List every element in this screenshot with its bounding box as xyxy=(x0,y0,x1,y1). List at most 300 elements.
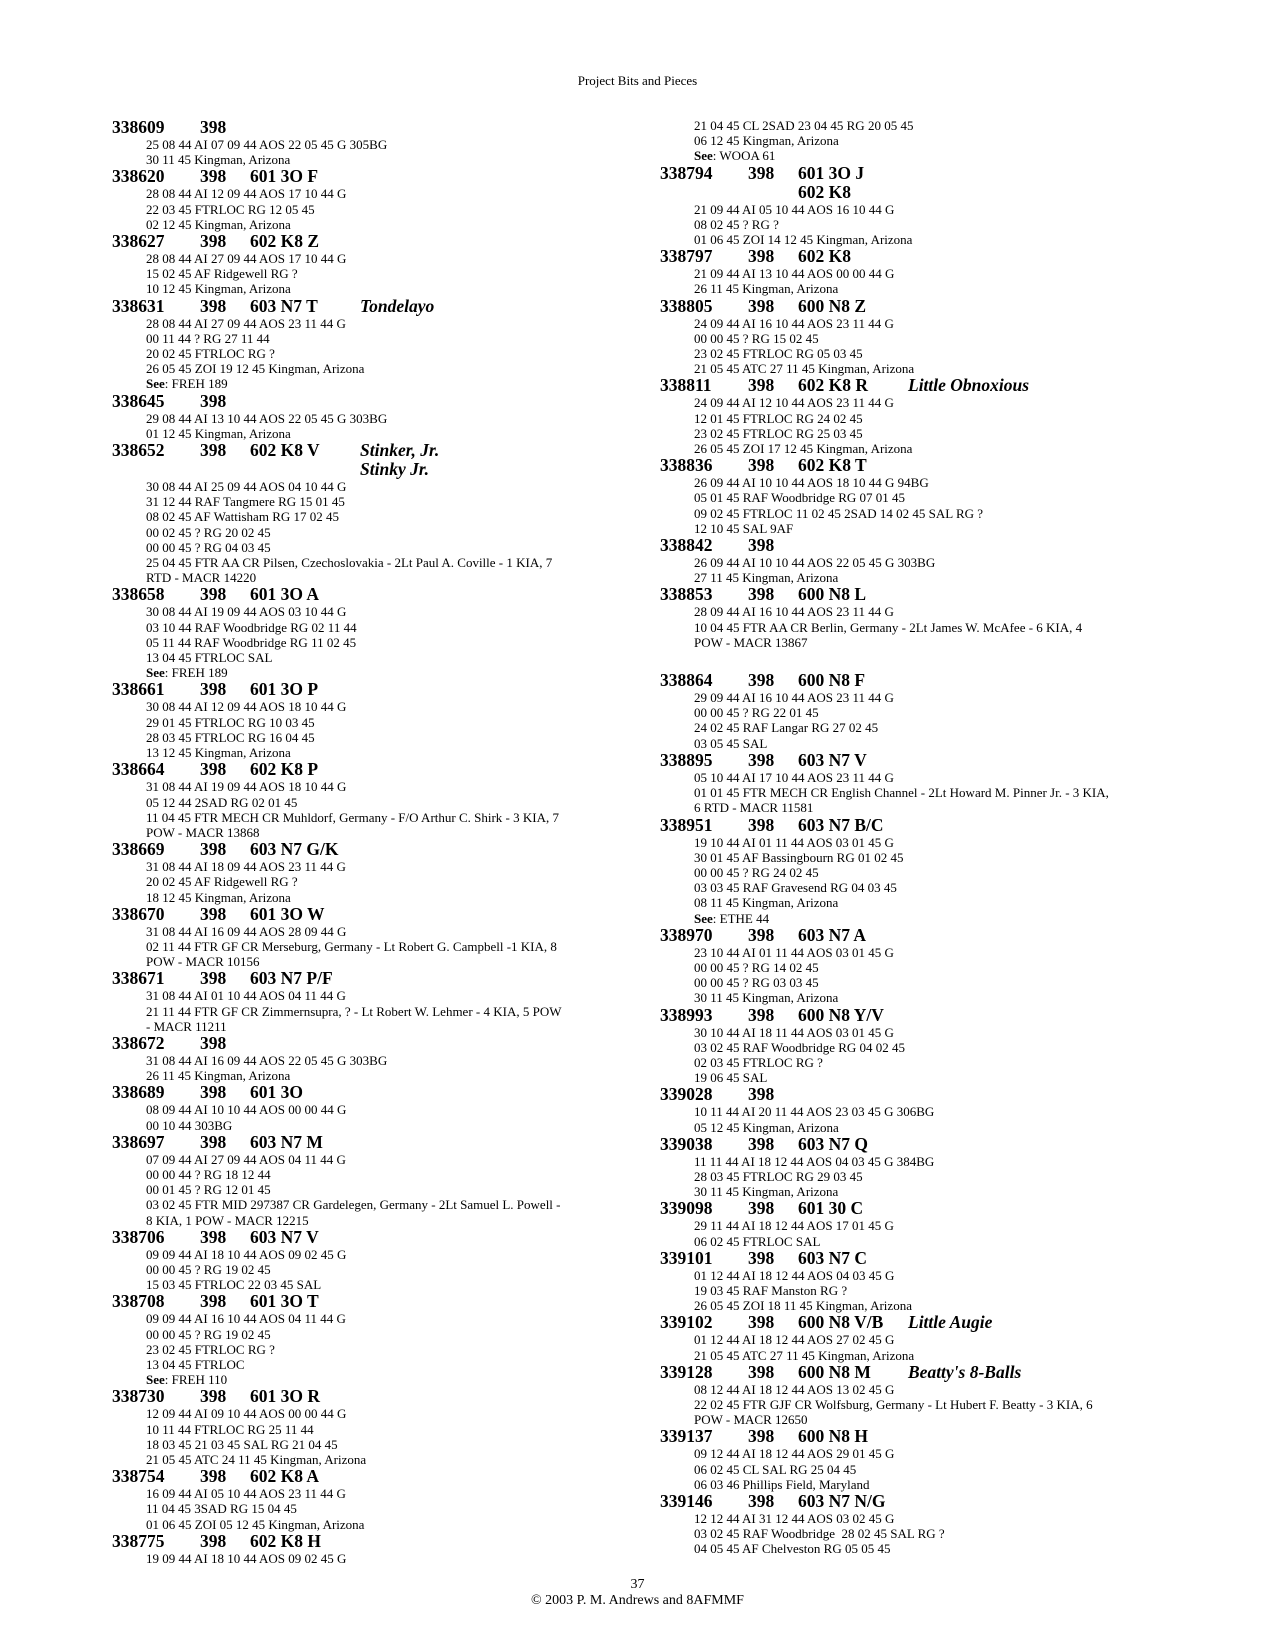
serial-number: 339128 xyxy=(660,1361,713,1382)
squadron-code: 602 K8 Z xyxy=(250,231,320,252)
history-line: 28 03 45 FTRLOC RG 29 03 45 xyxy=(694,1168,863,1184)
squadron-code: 600 N8 V/B xyxy=(798,1312,884,1333)
aircraft-entry xyxy=(660,1363,1180,1428)
squadron-code: 603 N7 C xyxy=(798,1247,868,1268)
history-line: 29 01 45 FTRLOC RG 10 03 45 xyxy=(146,714,315,730)
history-line: 00 02 45 ? RG 20 02 45 xyxy=(146,524,271,540)
serial-number: 339098 xyxy=(660,1198,713,1219)
history-line: 06 02 45 FTRLOC SAL xyxy=(694,1233,821,1249)
see-label: See xyxy=(146,665,165,681)
history-line: 31 08 44 AI 16 09 44 AOS 22 05 45 G 303BG xyxy=(146,1052,388,1068)
history-line: 16 09 44 AI 05 10 44 AOS 23 11 44 G xyxy=(146,1486,346,1502)
history-line: 02 03 45 FTRLOC RG ? xyxy=(694,1054,823,1070)
bomb-group: 398 xyxy=(748,814,775,835)
history-line: 09 02 45 FTRLOC 11 02 45 2SAD 14 02 45 SAL RG ? xyxy=(694,505,984,521)
serial-number: 338671 xyxy=(112,968,165,989)
squadron-code: 602 K8 P xyxy=(250,759,319,780)
entry-header xyxy=(660,297,1180,316)
history-line: 29 08 44 AI 13 10 44 AOS 22 05 45 G 303BG xyxy=(146,410,388,426)
entry-header xyxy=(112,1387,632,1406)
entry-header xyxy=(660,1427,1180,1446)
bomb-group: 398 xyxy=(748,1198,775,1219)
squadron-code: 601 3O R xyxy=(250,1386,320,1407)
entry-header xyxy=(660,164,1180,183)
squadron-code: 601 3O W xyxy=(250,903,325,924)
serial-number: 338805 xyxy=(660,295,713,316)
aircraft-entry xyxy=(660,1249,1180,1314)
squadron-code: 600 N8 H xyxy=(798,1426,868,1447)
history-line: 05 10 44 AI 17 10 44 AOS 23 11 44 G xyxy=(694,769,894,785)
bomb-group: 398 xyxy=(748,1491,775,1511)
history-line: 26 11 45 Kingman, Arizona xyxy=(146,1068,291,1084)
serial-number: 338689 xyxy=(112,1082,165,1103)
squadron-code: 601 3O F xyxy=(250,166,319,187)
history-line: 30 11 45 Kingman, Arizona xyxy=(694,990,839,1006)
history-line: 30 08 44 AI 12 09 44 AOS 18 10 44 G xyxy=(146,699,347,715)
see-value: : WOOA 61 xyxy=(712,148,776,164)
bomb-group: 398 xyxy=(748,670,775,691)
entry-header xyxy=(660,1313,1180,1332)
history-line: 22 02 45 FTR GJF CR Wolfsburg, Germany - Lt Hubert F. Beatty - 3 KIA, 6 xyxy=(694,1396,1093,1412)
history-line: 02 11 44 FTR GF CR Merseburg, Germany - Lt Robert G. Campbell -1 KIA, 8 xyxy=(146,938,557,954)
bomb-group: 398 xyxy=(748,295,775,316)
aircraft-entry xyxy=(112,969,632,1034)
squadron-code: 600 N8 L xyxy=(798,584,867,605)
entry-header xyxy=(660,247,1180,266)
history-line: 13 04 45 FTRLOC xyxy=(146,1356,245,1372)
squadron-code: 603 N7 N/G xyxy=(798,1491,886,1511)
history-line: 03 03 45 RAF Gravesend RG 04 03 45 xyxy=(694,880,897,896)
serial-number: 338797 xyxy=(660,246,713,267)
serial-number: 338664 xyxy=(112,759,165,780)
serial-number: 338754 xyxy=(112,1466,165,1487)
continued-entry xyxy=(660,118,1180,164)
history-line: 19 03 45 RAF Manston RG ? xyxy=(694,1282,848,1298)
history-line: 30 08 44 AI 25 09 44 AOS 04 10 44 G xyxy=(146,479,347,495)
history-line: 00 00 44 ? RG 18 12 44 xyxy=(146,1166,271,1182)
history-line: 08 09 44 AI 10 10 44 AOS 00 00 44 G xyxy=(146,1102,347,1118)
history-line: 08 11 45 Kingman, Arizona xyxy=(694,895,839,911)
see-reference xyxy=(112,665,632,680)
history-line: 19 06 45 SAL xyxy=(694,1070,768,1086)
bomb-group: 398 xyxy=(200,166,227,187)
history-line: 21 05 45 ATC 27 11 45 Kingman, Arizona xyxy=(694,361,915,377)
history-line: 29 09 44 AI 16 10 44 AOS 23 11 44 G xyxy=(694,690,894,706)
entry-header xyxy=(660,1363,1180,1382)
entry-gap xyxy=(660,650,1180,671)
see-reference xyxy=(660,148,1180,163)
bomb-group: 398 xyxy=(748,455,775,476)
serial-number: 338794 xyxy=(660,162,713,183)
squadron-code: 603 N7 A xyxy=(798,924,867,945)
entry-header xyxy=(660,536,1180,555)
history-line: 31 08 44 AI 01 10 44 AOS 04 11 44 G xyxy=(146,988,346,1004)
entry-header xyxy=(112,1228,632,1247)
squadron-code: 603 N7 T xyxy=(250,295,318,316)
see-value: : FREH 189 xyxy=(164,665,228,681)
page-number: 37 xyxy=(630,1577,645,1592)
bomb-group: 398 xyxy=(200,679,227,700)
aircraft-entry xyxy=(112,680,632,760)
aircraft-entry xyxy=(112,1133,632,1228)
bomb-group: 398 xyxy=(748,924,775,945)
aircraft-entry xyxy=(660,816,1180,926)
history-line: 01 12 44 AI 18 12 44 AOS 04 03 45 G xyxy=(694,1267,895,1283)
squadron-code: 603 N7 V xyxy=(798,749,867,770)
history-line: 19 10 44 AI 01 11 44 AOS 03 01 45 G xyxy=(694,834,894,850)
page-footer xyxy=(0,1577,1275,1609)
history-line: 01 06 45 ZOI 05 12 45 Kingman, Arizona xyxy=(146,1516,365,1532)
serial-number: 338670 xyxy=(112,903,165,924)
aircraft-entry xyxy=(112,1292,632,1387)
bomb-group: 398 xyxy=(200,1291,227,1312)
serial-number: 338661 xyxy=(112,679,165,700)
history-line: 12 09 44 AI 09 10 44 AOS 00 00 44 G xyxy=(146,1406,347,1422)
entry-header xyxy=(660,816,1180,835)
history-line: 26 09 44 AI 10 10 44 AOS 22 05 45 G 303BG xyxy=(694,555,936,571)
history-line: 24 09 44 AI 12 10 44 AOS 23 11 44 G xyxy=(694,395,894,411)
aircraft-entry xyxy=(112,840,632,905)
aircraft-entry xyxy=(660,585,1180,650)
serial-number: 338669 xyxy=(112,839,165,860)
history-line: 03 02 45 RAF Woodbridge RG 04 02 45 xyxy=(694,1039,906,1055)
aircraft-entry xyxy=(660,926,1180,1006)
squadron-code: 603 N7 M xyxy=(250,1131,323,1152)
bomb-group: 398 xyxy=(748,1133,775,1154)
bomb-group: 398 xyxy=(200,1082,227,1103)
squadron-code: 603 N7 Q xyxy=(798,1133,868,1154)
entry-header xyxy=(112,969,632,988)
see-label: See xyxy=(146,376,165,392)
bomb-group: 398 xyxy=(748,246,775,267)
aircraft-entry xyxy=(660,1492,1180,1557)
copyright-notice: © 2003 P. M. Andrews and 8AFMMF xyxy=(531,1593,744,1608)
history-line: 11 11 44 AI 18 12 44 AOS 04 03 45 G 384BG xyxy=(694,1153,935,1169)
bomb-group: 398 xyxy=(748,1004,775,1025)
serial-number: 339038 xyxy=(660,1133,713,1154)
bomb-group: 398 xyxy=(748,1426,775,1447)
entry-header xyxy=(660,1249,1180,1268)
bomb-group: 398 xyxy=(200,968,227,989)
history-line: 24 09 44 AI 16 10 44 AOS 23 11 44 G xyxy=(694,315,894,331)
history-line: 23 02 45 FTRLOC RG 05 03 45 xyxy=(694,346,863,362)
history-line: 30 11 45 Kingman, Arizona xyxy=(146,152,291,168)
history-line: 00 00 45 ? RG 14 02 45 xyxy=(694,959,819,975)
history-line: 04 05 45 AF Chelveston RG 05 05 45 xyxy=(694,1541,891,1557)
entry-header xyxy=(112,167,632,186)
history-line: 10 04 45 FTR AA CR Berlin, Germany - 2Lt James W. McAfee - 6 KIA, 4 xyxy=(694,619,1083,635)
history-line: 10 11 44 FTRLOC RG 25 11 44 xyxy=(146,1421,314,1437)
serial-number: 338652 xyxy=(112,440,165,461)
serial-number: 338672 xyxy=(112,1032,165,1053)
serial-number: 338708 xyxy=(112,1291,165,1312)
history-line: 27 11 45 Kingman, Arizona xyxy=(694,570,839,586)
history-line: 6 RTD - MACR 11581 xyxy=(694,800,814,816)
squadron-code: 602 K8 xyxy=(798,246,851,267)
history-line: 05 11 44 RAF Woodbridge RG 11 02 45 xyxy=(146,634,357,650)
aircraft-entry xyxy=(112,167,632,232)
history-line: 30 01 45 AF Bassingbourn RG 01 02 45 xyxy=(694,849,904,865)
serial-number: 338811 xyxy=(660,375,712,396)
squadron-code: 602 K8 H xyxy=(250,1530,321,1551)
aircraft-entry xyxy=(660,1427,1180,1492)
history-line: 15 02 45 AF Ridgewell RG ? xyxy=(146,266,298,282)
aircraft-entry xyxy=(660,376,1180,456)
history-line: 21 11 44 FTR GF CR Zimmernsupra, ? - Lt Robert W. Lehmer - 4 KIA, 5 POW xyxy=(146,1003,562,1019)
bomb-group: 398 xyxy=(748,1247,775,1268)
aircraft-entry xyxy=(660,1313,1180,1362)
history-line: 08 02 45 ? RG ? xyxy=(694,216,779,232)
entry-header xyxy=(112,585,632,604)
entry-header xyxy=(660,671,1180,690)
history-line: POW - MACR 10156 xyxy=(146,954,260,970)
entry-header xyxy=(660,585,1180,604)
entry-header xyxy=(112,118,632,137)
aircraft-entry xyxy=(112,905,632,970)
history-line: 31 08 44 AI 16 09 44 AOS 28 09 44 G xyxy=(146,923,347,939)
history-line: 03 02 45 FTR MID 297387 CR Gardelegen, Germany - 2Lt Samuel L. Powell - xyxy=(146,1197,561,1213)
history-line: RTD - MACR 14220 xyxy=(146,570,257,586)
aircraft-nickname: Little Obnoxious xyxy=(908,375,1030,396)
squadron-code: 601 3O J xyxy=(798,162,865,183)
bomb-group: 398 xyxy=(748,1312,775,1333)
entry-header xyxy=(112,1133,632,1152)
squadron-code: 603 N7 V xyxy=(250,1226,319,1247)
history-line: 8 KIA, 1 POW - MACR 12215 xyxy=(146,1212,309,1228)
squadron-code: 601 3O T xyxy=(250,1291,319,1312)
serial-number: 339137 xyxy=(660,1426,713,1447)
history-line: 08 12 44 AI 18 12 44 AOS 13 02 45 G xyxy=(694,1381,895,1397)
history-line: 25 08 44 AI 07 09 44 AOS 22 05 45 G 305BG xyxy=(146,137,388,152)
aircraft-nickname: Stinker, Jr. xyxy=(360,440,440,461)
entry-header xyxy=(660,1199,1180,1218)
history-line: 23 10 44 AI 01 11 44 AOS 03 01 45 G xyxy=(694,944,894,960)
history-line: 19 09 44 AI 18 10 44 AOS 09 02 45 G xyxy=(146,1550,347,1566)
history-line: 06 02 45 CL SAL RG 25 04 45 xyxy=(694,1461,857,1477)
squadron-code: 601 3O A xyxy=(250,584,320,605)
history-line: 10 11 44 AI 20 11 44 AOS 23 03 45 G 306BG xyxy=(694,1104,935,1120)
squadron-code: 600 N8 M xyxy=(798,1361,871,1382)
entry-header-continued xyxy=(112,460,632,479)
aircraft-entry xyxy=(660,1085,1180,1134)
history-line: 00 00 45 ? RG 24 02 45 xyxy=(694,864,819,880)
squadron-code: 601 30 C xyxy=(798,1198,864,1219)
entry-header xyxy=(112,1467,632,1486)
serial-number: 338842 xyxy=(660,535,713,556)
entry-header xyxy=(112,1532,632,1551)
bomb-group: 398 xyxy=(200,759,227,780)
serial-number: 338970 xyxy=(660,924,713,945)
history-line: 00 00 45 ? RG 19 02 45 xyxy=(146,1261,271,1277)
aircraft-entry xyxy=(660,456,1180,536)
bomb-group: 398 xyxy=(748,749,775,770)
history-line: 11 04 45 FTR MECH CR Muhldorf, Germany - F/O Arthur C. Shirk - 3 KIA, 7 xyxy=(146,809,559,825)
aircraft-entry xyxy=(112,1532,632,1566)
bomb-group: 398 xyxy=(200,584,227,605)
history-line: 03 05 45 SAL xyxy=(694,735,768,751)
entry-header xyxy=(660,376,1180,395)
history-line: 21 09 44 AI 05 10 44 AOS 16 10 44 G xyxy=(694,201,895,217)
history-line: 09 12 44 AI 18 12 44 AOS 29 01 45 G xyxy=(694,1446,895,1462)
aircraft-entry xyxy=(112,1467,632,1532)
entry-header xyxy=(112,232,632,251)
aircraft-entry xyxy=(112,441,632,585)
bomb-group: 398 xyxy=(200,839,227,860)
entry-header xyxy=(660,1135,1180,1154)
history-line: 23 02 45 FTRLOC RG 25 03 45 xyxy=(694,425,863,441)
history-line: POW - MACR 12650 xyxy=(694,1412,808,1428)
history-line: 05 12 45 Kingman, Arizona xyxy=(694,1119,839,1135)
aircraft-entry xyxy=(660,671,1180,751)
history-line: 23 02 45 FTRLOC RG ? xyxy=(146,1341,275,1357)
see-reference xyxy=(112,376,632,391)
history-line: 09 09 44 AI 18 10 44 AOS 09 02 45 G xyxy=(146,1246,347,1262)
aircraft-nickname: Beatty's 8-Balls xyxy=(908,1361,1022,1382)
history-line: 18 12 45 Kingman, Arizona xyxy=(146,889,291,905)
history-line: 02 12 45 Kingman, Arizona xyxy=(146,216,291,232)
history-line: 00 00 45 ? RG 22 01 45 xyxy=(694,705,819,721)
history-line: - MACR 11211 xyxy=(146,1018,227,1034)
aircraft-entry xyxy=(112,392,632,441)
bomb-group: 398 xyxy=(200,903,227,924)
see-reference xyxy=(660,911,1180,926)
history-line: 26 11 45 Kingman, Arizona xyxy=(694,281,839,297)
entry-header xyxy=(660,751,1180,770)
squadron-code-alt: 602 K8 xyxy=(798,181,851,202)
serial-number: 338706 xyxy=(112,1226,165,1247)
history-line: 00 11 44 ? RG 27 11 44 xyxy=(146,330,270,346)
history-line: 30 11 45 Kingman, Arizona xyxy=(694,1184,839,1200)
aircraft-entry xyxy=(112,760,632,840)
history-line: 31 12 44 RAF Tangmere RG 15 01 45 xyxy=(146,494,345,510)
aircraft-entry xyxy=(112,1228,632,1293)
bomb-group: 398 xyxy=(200,440,227,461)
serial-number: 338609 xyxy=(112,117,165,137)
aircraft-nickname-alt: Stinky Jr. xyxy=(360,459,430,480)
history-line: 28 08 44 AI 12 09 44 AOS 17 10 44 G xyxy=(146,186,347,202)
see-label: See xyxy=(146,1372,165,1388)
history-line: 03 02 45 RAF Woodbridge 28 02 45 SAL RG ? xyxy=(694,1526,945,1542)
history-line: 12 10 45 SAL 9AF xyxy=(694,520,794,536)
history-line: 28 08 44 AI 27 09 44 AOS 17 10 44 G xyxy=(146,251,347,267)
serial-number: 338951 xyxy=(660,814,713,835)
serial-number: 338645 xyxy=(112,390,165,411)
entry-header xyxy=(660,1492,1180,1511)
squadron-code: 601 3O P xyxy=(250,679,319,700)
squadron-code: 602 K8 R xyxy=(798,375,868,396)
aircraft-entry xyxy=(112,297,632,392)
history-line: 28 03 45 FTRLOC RG 16 04 45 xyxy=(146,729,315,745)
history-line: 31 08 44 AI 18 09 44 AOS 23 11 44 G xyxy=(146,859,346,875)
aircraft-nickname: Little Augie xyxy=(908,1312,993,1333)
see-label: See xyxy=(694,910,713,926)
entry-header xyxy=(112,392,632,411)
bomb-group: 398 xyxy=(200,1131,227,1152)
squadron-code: 603 N7 B/C xyxy=(798,814,884,835)
serial-number: 339028 xyxy=(660,1084,713,1105)
history-line: 20 02 45 AF Ridgewell RG ? xyxy=(146,874,298,890)
see-reference xyxy=(112,1372,632,1387)
bomb-group: 398 xyxy=(748,1084,775,1105)
squadron-code: 601 3O xyxy=(250,1082,303,1103)
history-line: 21 04 45 CL 2SAD 23 04 45 RG 20 05 45 xyxy=(694,118,914,133)
aircraft-entry xyxy=(112,1387,632,1467)
see-value: : ETHE 44 xyxy=(712,910,770,926)
history-line: 00 00 45 ? RG 15 02 45 xyxy=(694,330,819,346)
history-line: 06 12 45 Kingman, Arizona xyxy=(694,133,839,149)
history-line: 28 08 44 AI 27 09 44 AOS 23 11 44 G xyxy=(146,315,346,331)
left-column xyxy=(112,118,632,1566)
history-line: 09 09 44 AI 16 10 44 AOS 04 11 44 G xyxy=(146,1311,346,1327)
squadron-code: 602 K8 T xyxy=(798,455,867,476)
see-label: See xyxy=(694,148,713,164)
serial-number: 339146 xyxy=(660,1491,713,1511)
history-line: 13 04 45 FTRLOC SAL xyxy=(146,650,273,666)
history-line: 21 09 44 AI 13 10 44 AOS 00 00 44 G xyxy=(694,266,895,282)
bomb-group: 398 xyxy=(200,1032,227,1053)
serial-number: 338993 xyxy=(660,1004,713,1025)
squadron-code: 602 K8 V xyxy=(250,440,320,461)
entry-header xyxy=(112,1083,632,1102)
squadron-code: 603 N7 G/K xyxy=(250,839,339,860)
history-line: 11 04 45 3SAD RG 15 04 45 xyxy=(146,1501,297,1517)
history-line: 31 08 44 AI 19 09 44 AOS 18 10 44 G xyxy=(146,779,347,795)
aircraft-entry xyxy=(112,1083,632,1132)
history-line: 26 09 44 AI 10 10 44 AOS 18 10 44 G 94BG xyxy=(694,475,929,491)
bomb-group: 398 xyxy=(748,584,775,605)
history-line: POW - MACR 13868 xyxy=(146,824,260,840)
serial-number: 338864 xyxy=(660,670,713,691)
serial-number: 338658 xyxy=(112,584,165,605)
history-line: 01 12 45 Kingman, Arizona xyxy=(146,425,291,441)
bomb-group: 398 xyxy=(200,1386,227,1407)
history-line: 26 05 45 ZOI 18 11 45 Kingman, Arizona xyxy=(694,1298,912,1314)
history-line: 21 05 45 ATC 27 11 45 Kingman, Arizona xyxy=(694,1347,915,1363)
serial-number: 339102 xyxy=(660,1312,713,1333)
history-line: 05 12 44 2SAD RG 02 01 45 xyxy=(146,794,298,810)
serial-number: 338775 xyxy=(112,1530,165,1551)
entry-header xyxy=(112,680,632,699)
bomb-group: 398 xyxy=(748,375,775,396)
bomb-group: 398 xyxy=(748,535,775,556)
aircraft-entry xyxy=(112,232,632,297)
history-line: 20 02 45 FTRLOC RG ? xyxy=(146,346,275,362)
history-line: 15 03 45 FTRLOC 22 03 45 SAL xyxy=(146,1277,322,1293)
history-line: 00 00 45 ? RG 04 03 45 xyxy=(146,539,271,555)
history-line: 12 12 44 AI 31 12 44 AOS 03 02 45 G xyxy=(694,1511,895,1526)
see-value: : FREH 189 xyxy=(164,376,228,392)
history-line: 26 05 45 ZOI 17 12 45 Kingman, Arizona xyxy=(694,441,913,457)
entry-header xyxy=(112,905,632,924)
bomb-group: 398 xyxy=(200,1466,227,1487)
history-line: 29 11 44 AI 18 12 44 AOS 17 01 45 G xyxy=(694,1218,894,1234)
aircraft-entry xyxy=(660,1199,1180,1248)
serial-number: 338697 xyxy=(112,1131,165,1152)
history-line: 10 12 45 Kingman, Arizona xyxy=(146,281,291,297)
aircraft-entry xyxy=(660,751,1180,816)
serial-number: 338631 xyxy=(112,295,165,316)
aircraft-entry xyxy=(112,585,632,680)
entry-header xyxy=(660,1085,1180,1104)
history-line: 21 05 45 ATC 24 11 45 Kingman, Arizona xyxy=(146,1452,367,1467)
entry-header xyxy=(112,441,632,460)
history-line: 26 05 45 ZOI 19 12 45 Kingman, Arizona xyxy=(146,361,365,377)
history-line: 28 09 44 AI 16 10 44 AOS 23 11 44 G xyxy=(694,604,894,620)
squadron-code: 602 K8 A xyxy=(250,1466,320,1487)
entry-header xyxy=(112,297,632,316)
squadron-code: 600 N8 Z xyxy=(798,295,867,316)
aircraft-entry xyxy=(660,247,1180,296)
